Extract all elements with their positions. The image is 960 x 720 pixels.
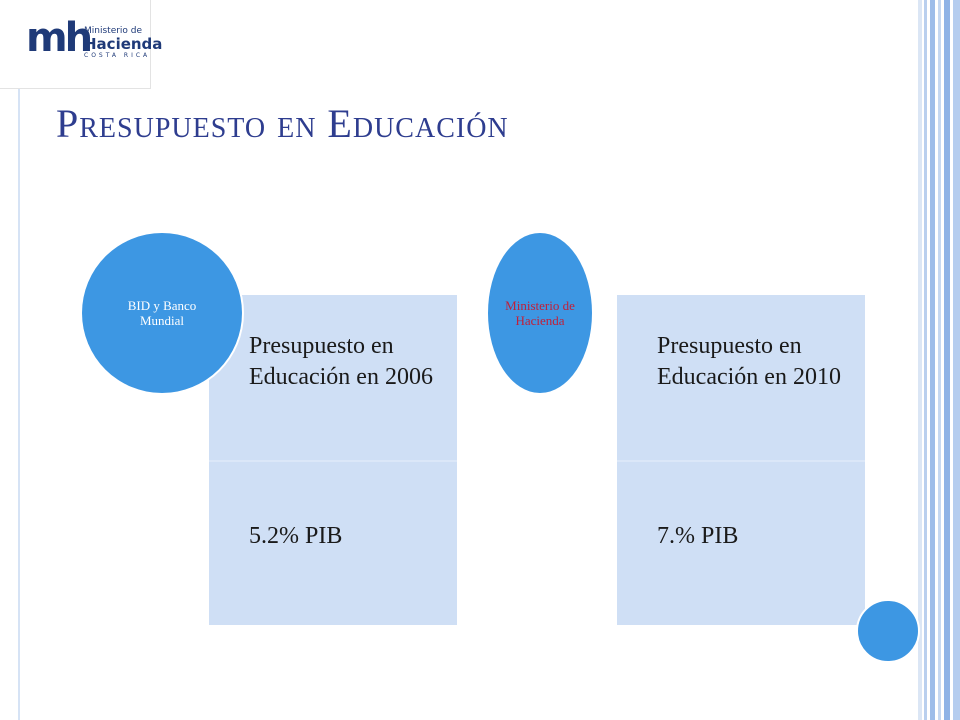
logo-line-3: COSTA RICA	[84, 52, 151, 59]
logo-mark: mh	[26, 15, 91, 61]
card-value: 7.% PIB	[657, 523, 739, 549]
logo-line-1: Ministerio de	[84, 26, 143, 36]
right-decorative-stripes	[918, 0, 960, 720]
card-divider	[209, 460, 457, 462]
slide-title: Presupuesto en Educación	[56, 101, 509, 146]
ministerio-hacienda-logo	[0, 0, 163, 89]
card-value: 5.2% PIB	[249, 523, 343, 549]
card-heading: Presupuesto en Educación en 2010	[657, 333, 841, 390]
bubble-label: BID y Banco Mundial	[127, 298, 197, 328]
left-border-rule	[18, 0, 20, 720]
budget-card-2006	[209, 295, 457, 625]
budget-card-2010	[617, 295, 865, 625]
source-bubble-hacienda	[488, 233, 592, 393]
card-heading: Presupuesto en Educación en 2006	[249, 333, 433, 390]
decorative-circle	[856, 599, 920, 663]
bubble-label: Ministerio de Hacienda	[505, 298, 575, 328]
logo-line-2: Hacienda	[84, 35, 163, 53]
source-bubble-bid	[82, 233, 242, 393]
logo-text	[84, 26, 162, 60]
card-divider	[617, 460, 865, 462]
